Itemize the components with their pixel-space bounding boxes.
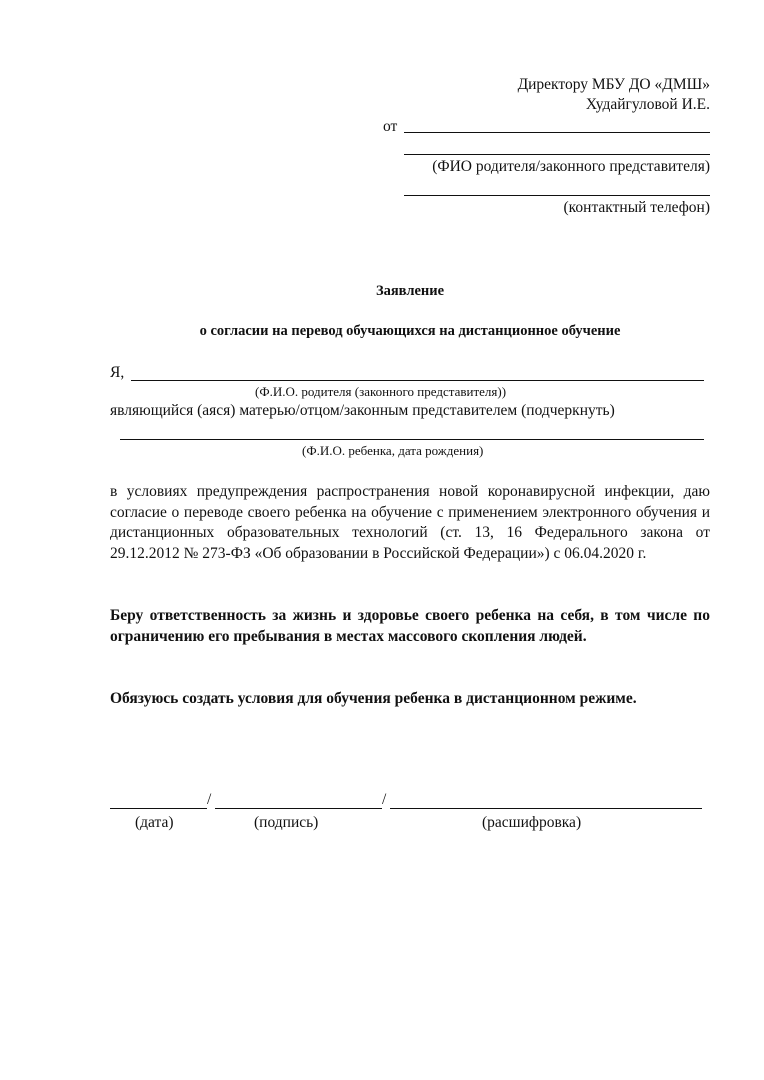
separator-2: / [382,791,387,808]
addressee-line-1: Директору МБУ ДО «ДМШ» [517,76,710,93]
signature-caption: (подпись) [254,814,319,831]
date-line[interactable] [110,808,207,809]
parent-name-caption: (ФИО родителя/законного представителя) [432,158,710,175]
decoding-line[interactable] [390,808,702,809]
child-name-line[interactable] [120,439,704,440]
parent-fio-caption: (Ф.И.О. родителя (законного представителя)) [255,384,507,399]
child-fio-caption: (Ф.И.О. ребенка, дата рождения) [302,443,484,458]
role-text: являющийся (аяся) матерью/отцом/законным представителем (подчеркнуть) [110,402,615,419]
document-subtitle: о согласии на перевод обучающихся на дистанционное обучение [199,323,621,339]
responsibility-paragraph: Беру ответственность за жизнь и здоровье своего ребенка на себя, в том числе по ограничению его пребывания в местах массового скопления людей. [110,607,710,645]
document-title: Заявление [375,283,445,299]
phone-line[interactable] [404,195,710,196]
from-name-line[interactable] [404,132,710,133]
parent-name-line[interactable] [131,380,704,381]
signature-line[interactable] [215,808,382,809]
consent-paragraph: в условиях предупреждения распространения новой коронавирусной инфекции, даю согласие о переводе своего ребенка на обучение с применением электронного обучения и дистанционных образовательных технологий (ст. 13, 16 Федерального закона от 29.12.2012 № 273-ФЗ «Об образовании в Российской Федерации») с 06.04.2020 г. [110,483,710,562]
from-name-line-2[interactable] [404,154,710,155]
separator-1: / [207,791,212,808]
decoding-caption: (расшифровка) [482,814,582,831]
i-label: Я, [110,364,125,381]
obligation-paragraph: Обязуюсь создать условия для обучения ребенка в дистанционном режиме. [110,690,637,707]
addressee-line-2: Худайгуловой И.Е. [585,96,710,113]
from-label: от [383,118,398,135]
date-caption: (дата) [135,814,174,831]
phone-caption: (контактный телефон) [563,199,710,216]
